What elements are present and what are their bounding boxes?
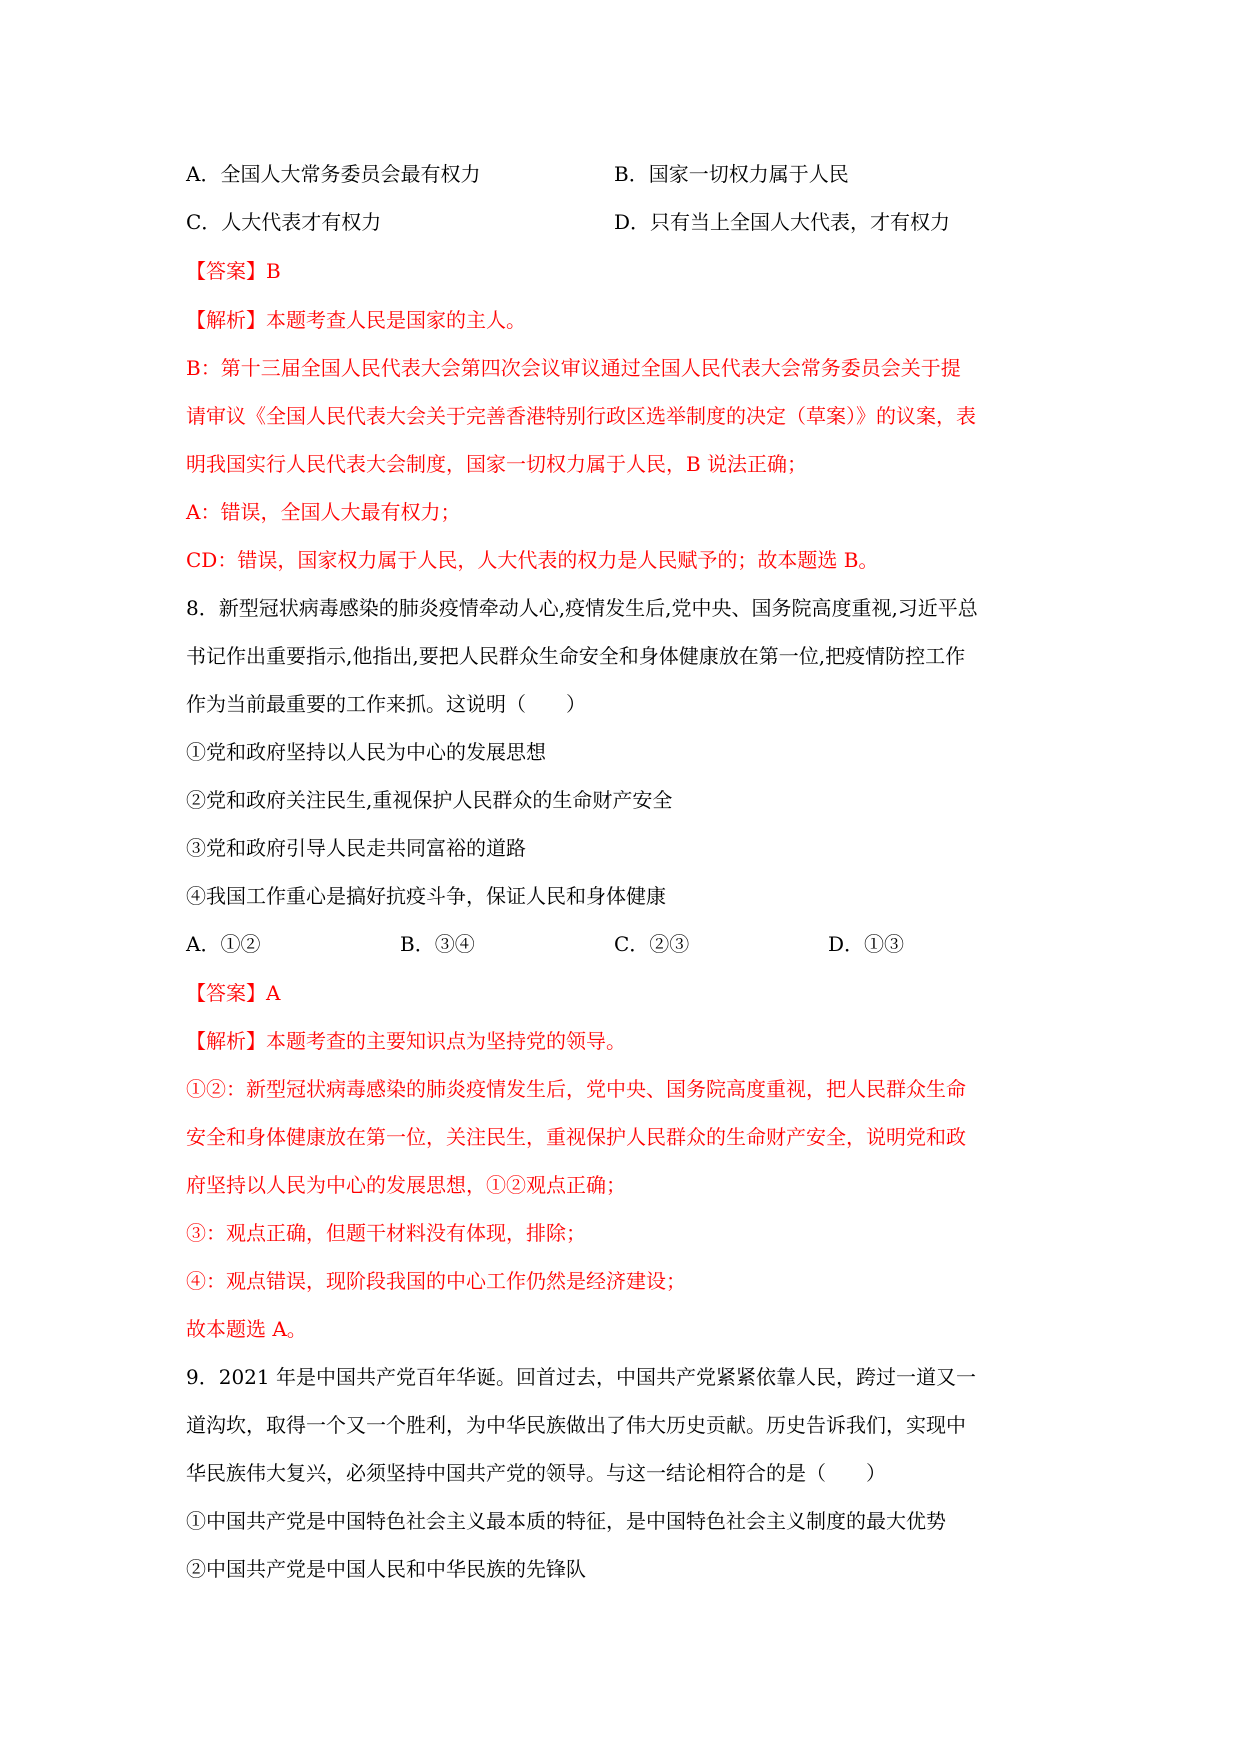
q9-item-2: ②中国共产党是中国人民和中华民族的先锋队 [186, 1557, 586, 1581]
q8-option-a: A．①② [186, 932, 261, 956]
q8-item-1: ①党和政府坚持以人民为中心的发展思想 [186, 740, 546, 764]
q8-analysis-line-6: 故本题选 A。 [186, 1317, 307, 1341]
q7-option-a: A．全国人大常务委员会最有权力 [186, 162, 481, 186]
q8-option-c: C．②③ [614, 932, 690, 956]
q7-analysis-line-1: B：第十三届全国人民代表大会第四次会议审议通过全国人民代表大会常务委员会关于提 [186, 356, 961, 380]
q7-answer: 【答案】B [186, 259, 281, 283]
q8-stem-line-2: 书记作出重要指示,他指出,要把人民群众生命安全和身体健康放在第一位,把疫情防控工作 [186, 644, 966, 668]
q8-analysis-line-1: ①②：新型冠状病毒感染的肺炎疫情发生后，党中央、国务院高度重视，把人民群众生命 [186, 1077, 966, 1101]
q7-analysis-label: 【解析】本题考查人民是国家的主人。 [186, 308, 526, 332]
q7-option-b: B．国家一切权力属于人民 [614, 162, 849, 186]
q8-analysis-label: 【解析】本题考查的主要知识点为坚持党的领导。 [186, 1029, 626, 1053]
q9-stem-line-1: 9．2021 年是中国共产党百年华诞。回首过去，中国共产党紧紧依靠人民，跨过一道又一 [186, 1365, 976, 1389]
q8-stem-line-3: 作为当前最重要的工作来抓。这说明（ ） [186, 692, 586, 716]
q8-analysis-line-5: ④：观点错误，现阶段我国的中心工作仍然是经济建设； [186, 1269, 686, 1293]
q9-stem-line-3: 华民族伟大复兴，必须坚持中国共产党的领导。与这一结论相符合的是（ ） [186, 1461, 886, 1485]
q8-option-b: B．③④ [400, 932, 475, 956]
q8-item-4: ④我国工作重心是搞好抗疫斗争，保证人民和身体健康 [186, 884, 666, 908]
q7-analysis-line-5: CD：错误，国家权力属于人民，人大代表的权力是人民赋予的；故本题选 B。 [186, 548, 879, 572]
q7-analysis-line-4: A：错误，全国人大最有权力； [186, 500, 461, 524]
q8-item-3: ③党和政府引导人民走共同富裕的道路 [186, 836, 526, 860]
q7-analysis-line-2: 请审议《全国人民代表大会关于完善香港特别行政区选举制度的决定（草案）》的议案，表 [186, 404, 976, 428]
q9-stem-line-2: 道沟坎，取得一个又一个胜利，为中华民族做出了伟大历史贡献。历史告诉我们，实现中 [186, 1413, 966, 1437]
q8-answer: 【答案】A [186, 981, 281, 1005]
q8-analysis-line-3: 府坚持以人民为中心的发展思想，①②观点正确； [186, 1173, 626, 1197]
q8-analysis-line-4: ③：观点正确，但题干材料没有体现，排除； [186, 1221, 586, 1245]
q8-analysis-line-2: 安全和身体健康放在第一位，关注民生，重视保护人民群众的生命财产安全，说明党和政 [186, 1125, 966, 1149]
q7-option-c: C．人大代表才有权力 [186, 210, 382, 234]
q9-item-1: ①中国共产党是中国特色社会主义最本质的特征，是中国特色社会主义制度的最大优势 [186, 1509, 946, 1533]
q8-item-2: ②党和政府关注民生,重视保护人民群众的生命财产安全 [186, 788, 673, 812]
q7-analysis-line-3: 明我国实行人民代表大会制度，国家一切权力属于人民，B 说法正确； [186, 452, 808, 476]
q7-option-d: D．只有当上全国人大代表，才有权力 [614, 210, 951, 234]
q8-option-d: D．①③ [828, 932, 905, 956]
q8-stem-line-1: 8．新型冠状病毒感染的肺炎疫情牵动人心,疫情发生后,党中央、国务院高度重视,习近平总 [186, 596, 978, 620]
